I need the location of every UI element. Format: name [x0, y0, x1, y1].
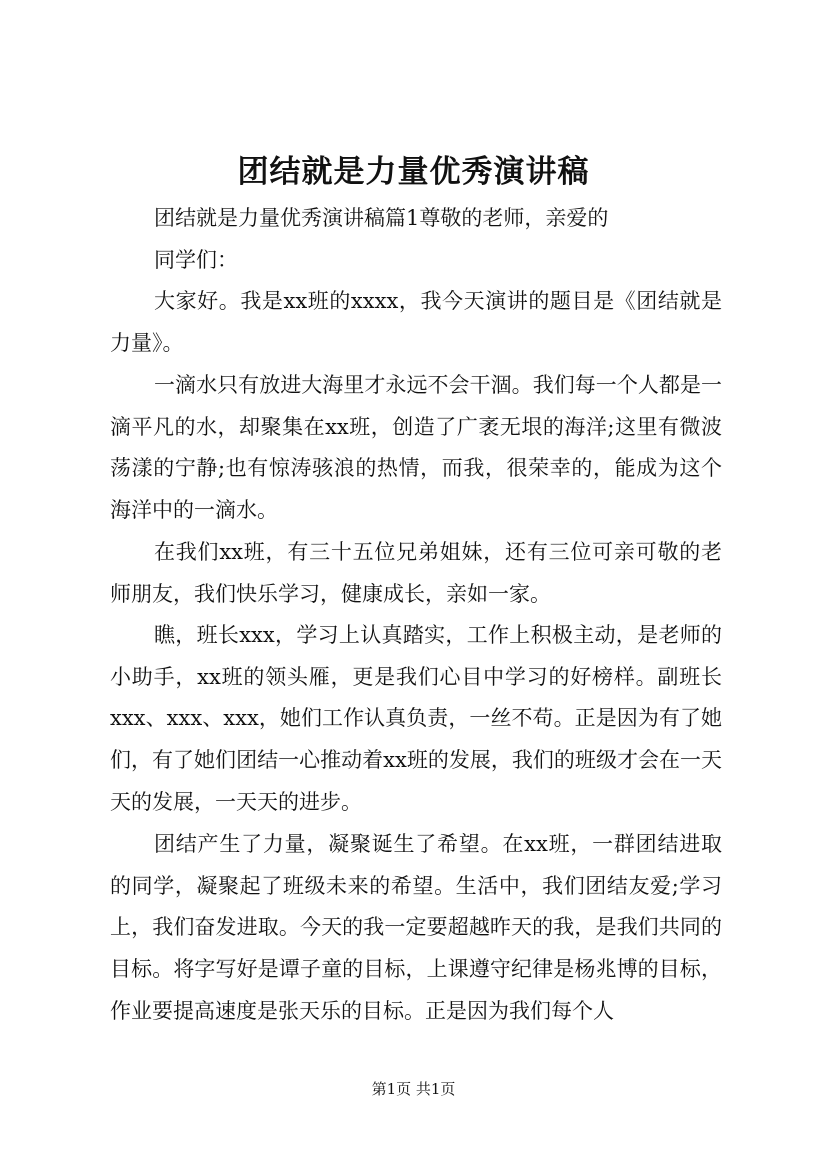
paragraph-monitors: 瞧，班长xxx，学习上认真踏实，工作上积极主动，是老师的小助手，xx班的领头雁，更是我们心目中学习的好榜样。副班长xxx、xxx、xxx，她们工作认真负责，一丝不苟。正是因为有了她们，有了她们团结一心推动着xx班的发展，我们的班级才会在一天天的发展，一天天的进步。 — [110, 623, 722, 814]
document-title: 团结就是力量优秀演讲稿 — [237, 154, 590, 190]
paragraph-greeting: 大家好。我是xx班的xxxx，我今天演讲的题目是《团结就是力量》。 — [110, 289, 722, 355]
paragraph-class-family: 在我们xx班，有三十五位兄弟姐妹，还有三位可亲可敬的老师朋友，我们快乐学习，健康成长，亲如一家。 — [110, 540, 722, 606]
paragraph-unity-strength: 团结产生了力量，凝聚诞生了希望。在xx班，一群团结进取的同学，凝聚起了班级未来的希望。生活中，我们团结友爱;学习上，我们奋发进取。今天的我一定要超越昨天的我，是我们共同的目标。将字写好是谭子童的目标，上课遵守纪律是杨兆博的目标，作业要提高速度是张天乐的目标。正是因为我们每个人 — [110, 832, 722, 1023]
paragraph-drop-of-water: 一滴水只有放进大海里才永远不会干涸。我们每一个人都是一滴平凡的水，却聚集在xx班，创造了广袤无垠的海洋;这里有微波荡漾的宁静;也有惊涛骇浪的热情，而我，很荣幸的，能成为这个海洋中的一滴水。 — [110, 373, 722, 523]
page-footer: 第1页 共1页 — [371, 1080, 456, 1098]
paragraph-salutation: 同学们： — [154, 248, 238, 272]
paragraph-opening: 团结就是力量优秀演讲稿篇1尊敬的老师，亲爱的 — [154, 206, 609, 230]
